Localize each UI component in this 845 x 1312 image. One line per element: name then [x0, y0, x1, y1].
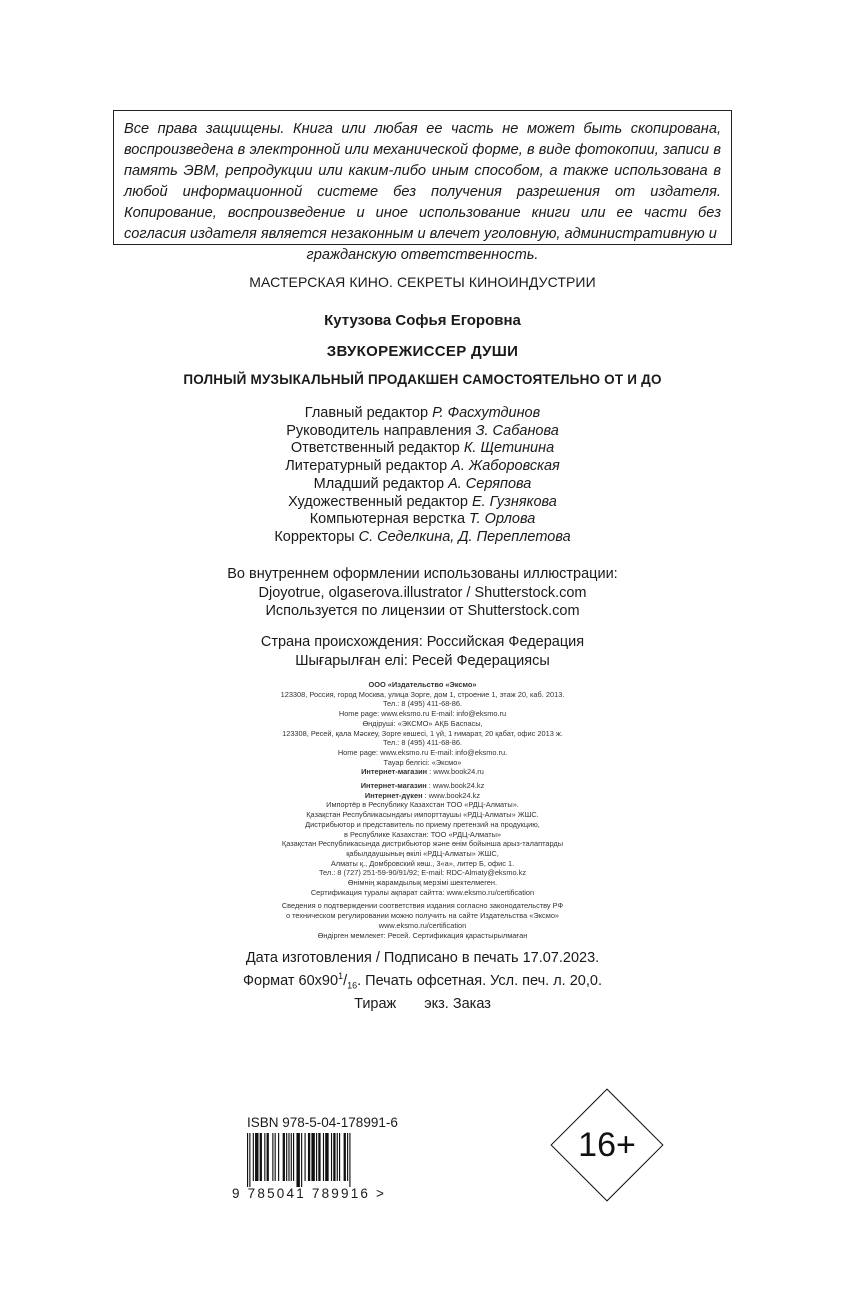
barcode-bar	[255, 1133, 258, 1181]
illustrations-line: Djoyotrue, olgaserova.illustrator / Shutterstock.com	[258, 584, 587, 601]
editor-line	[0, 440, 845, 458]
shelf-life: Өнімнің жарамдылық мерзімі шектелмеген.	[347, 878, 498, 888]
illustrations-line: Используется по лицензии от Shutterstock.com	[265, 603, 580, 619]
barcode-bar	[311, 1133, 314, 1181]
barcode-bar	[296, 1133, 299, 1187]
barcode-bar	[323, 1133, 324, 1181]
publisher-kz-maker: Өндіруші: «ЭКСМО» АҚБ Баспасы,	[362, 718, 483, 728]
illustrations-credits	[0, 565, 845, 621]
almaty-phone: Тел.: 8 (727) 251-59-90/91/92; E-mail: RDC-Almaty@eksmo.kz	[318, 868, 527, 878]
distributor-kz-line: Қазақстан Республикасында дистрибьютор және өнім бойынша арыз-талаптарды	[281, 839, 564, 849]
format-prefix: Формат 60x90	[243, 972, 339, 989]
conformity-line: www.eksmo.ru/certification	[378, 920, 467, 930]
barcode-bar	[331, 1133, 332, 1181]
barcode-bar	[260, 1133, 262, 1181]
editor-role: Литературный редактор	[285, 458, 448, 475]
rights-notice-box	[113, 110, 732, 263]
conformity-line: о техническом регулировании можно получить на сайте Издательства «Эксмо»	[285, 911, 560, 921]
isbn-label: ISBN 978-5-04-178991-6	[247, 1115, 398, 1130]
barcode-bar	[349, 1133, 350, 1187]
distributor-kz-line: қабылдаушының өкілі «РДЦ-Алматы» ЖШС,	[346, 848, 499, 858]
series-title: МАСТЕРСКАЯ КИНО. СЕКРЕТЫ КИНОИНДУСТРИИ	[249, 274, 596, 290]
editor-line	[0, 405, 845, 423]
barcode-bar	[301, 1133, 302, 1187]
origin-line-kz: Шығарылған елі: Ресей Федерациясы	[295, 652, 550, 669]
isbn-barcode	[245, 1133, 395, 1187]
barcode-bar	[288, 1133, 289, 1181]
barcode-bar	[291, 1133, 292, 1181]
copies-order-label: экз. Заказ	[424, 995, 491, 1012]
shop-kz2	[0, 791, 845, 801]
editors-list	[0, 405, 845, 547]
editor-name: К. Щетинина	[463, 440, 555, 457]
editor-line	[0, 476, 845, 494]
editor-line	[0, 423, 845, 441]
editor-role: Художественный редактор	[288, 493, 468, 510]
barcode-bar	[293, 1133, 294, 1181]
editor-role: Корректоры	[274, 528, 355, 545]
book-title: ЗВУКОРЕЖИССЕР ДУШИ	[326, 343, 519, 360]
certification-kz: Сертификация туралы ақпарат сайтта: www.eksmo.ru/certification	[310, 887, 535, 897]
editor-name: А. Жаборовская	[451, 458, 560, 475]
print-date-line: Дата изготовления / Подписано в печать 17.07.2023.	[245, 950, 600, 966]
print-info	[0, 949, 845, 1013]
barcode-bar	[318, 1133, 320, 1181]
barcode-bar	[308, 1133, 310, 1181]
barcode-bar	[278, 1133, 279, 1181]
barcode-bar	[286, 1133, 287, 1181]
publisher-web: Home page: www.eksmo.ru E-mail: info@eksmo.ru	[338, 709, 507, 719]
author-name: Кутузова Софья Егоровна	[324, 312, 521, 329]
barcode-bar	[253, 1133, 254, 1181]
publisher-phone: Тел.: 8 (495) 411-68-86.	[382, 699, 463, 709]
distributor-line: Дистрибьютор и представитель по приему претензий на продукцию,	[305, 819, 540, 829]
print-format-line: Формат $60x90^1/_{16}$. Печать офсетная. Усл. печ. л. 20,0.	[243, 971, 602, 991]
print-tirage-line	[0, 995, 845, 1013]
barcode-bar	[275, 1133, 276, 1181]
editor-role: Компьютерная верстка	[309, 511, 466, 528]
origin-country	[0, 633, 845, 670]
editor-line	[0, 529, 845, 547]
editor-name: С. Седелкина, Д. Переплетова	[358, 528, 571, 545]
tirage-label: Тираж	[354, 995, 397, 1012]
editor-name: Т. Орлова	[469, 511, 536, 528]
shop-label: Интернет-магазин	[361, 767, 428, 777]
rights-notice-last-line: гражданскую ответственность.	[306, 247, 539, 263]
barcode-bar	[283, 1133, 285, 1181]
editor-line	[0, 494, 845, 512]
publisher-info	[0, 680, 845, 940]
editor-line	[0, 511, 845, 529]
importer-kz: Қазақстан Республикасындағы импорттаушы «РДЦ-Алматы» ЖШС.	[306, 810, 539, 820]
barcode-bar	[316, 1133, 317, 1181]
barcode-bar	[339, 1133, 340, 1181]
barcode-bar	[347, 1133, 348, 1181]
barcode-bar	[305, 1133, 306, 1181]
barcode-bar	[344, 1133, 346, 1181]
editor-role: Руководитель направления	[286, 422, 472, 439]
barcode-digits: 9 785041 789916 >	[232, 1186, 387, 1201]
shop-kz	[0, 781, 845, 791]
illustrations-line: Во внутреннем оформлении использованы иллюстрации:	[227, 566, 618, 582]
conformity-line: Сведения о подтверждении соответствия издания согласно законодательству РФ	[281, 901, 564, 911]
editor-role: Главный редактор	[304, 405, 429, 421]
barcode-bar	[272, 1133, 273, 1181]
editor-role: Младший редактор	[313, 475, 445, 492]
publisher-address: 123308, Россия, город Москва, улица Зорге, дом 1, строение 1, этаж 20, каб. 2013.	[280, 689, 565, 699]
age-rating-text: 16+	[578, 1126, 636, 1164]
format-suffix: . Печать офсетная. Усл. печ. л. 20,0.	[357, 972, 602, 989]
shop-kz-url: : www.book24.kz	[426, 781, 485, 791]
almaty-address: Алматы қ., Домбровский көш., 3«а», литер Б, офис 1.	[330, 858, 515, 868]
editor-name: З. Сабанова	[475, 422, 559, 439]
publisher-trademark: Тауар белгісі: «Эксмо»	[383, 757, 462, 767]
barcode-bar	[247, 1133, 248, 1187]
editor-line	[0, 458, 845, 476]
shop-kz2-url: : www.book24.kz	[422, 790, 481, 800]
editor-name: Р. Фасхутдинов	[432, 405, 541, 421]
conformity-kz-line: Өндірген мемлекет: Ресей. Сертификация қарастырылмаған	[317, 930, 528, 940]
barcode-bar	[325, 1133, 328, 1181]
editor-name: Е. Гузнякова	[471, 493, 557, 510]
publisher-kz-phone: Тел.: 8 (495) 411-68-86.	[382, 738, 463, 748]
publisher-kz-web: Home page: www.eksmo.ru E-mail: info@eksmo.ru.	[337, 747, 508, 757]
editor-name: А. Серяпова	[448, 475, 532, 492]
barcode-bar	[337, 1133, 338, 1181]
barcode-bar	[264, 1133, 265, 1181]
editor-role: Ответственный редактор	[290, 440, 460, 457]
format-sup: 1	[338, 971, 344, 981]
publisher-kz-address: 123308, Ресей, қала Мәскеу, Зорге көшесі, 1 үй, 1 ғимарат, 20 қабат, офис 2013 ж.	[282, 728, 563, 738]
publisher-name: ООО «Издательство «Эксмо»	[368, 680, 477, 689]
format-sub: 16	[347, 980, 358, 991]
shop-url: : www.book24.ru	[427, 767, 484, 777]
shop-kz-label: Интернет-магазин	[360, 781, 427, 791]
origin-line-ru: Страна происхождения: Российская Федерация	[260, 634, 585, 650]
rights-notice-text: Все права защищены. Книга или любая ее часть не может быть скопирована, воспроизведена в электронной или механической форме, в виде фотокопии, записи в память ЭВМ, репродукции или каким-либо иным способом, а также использована в любой информационной системе без получения разрешения от издателя. Копирование, воспроизведение и иное использование книги или ее части без согласия издателя является незаконным и влечет уголовную, административную и	[124, 121, 721, 242]
importer-ru: Импортёр в Республику Казахстан ТОО «РДЦ-Алматы».	[326, 800, 519, 810]
shop-kz2-label: Интернет-дүкен	[364, 790, 423, 800]
shop-ru	[0, 767, 845, 777]
barcode-bar	[333, 1133, 335, 1181]
book-subtitle: ПОЛНЫЙ МУЗЫКАЛЬНЫЙ ПРОДАКШЕН САМОСТОЯТЕЛЬНО ОТ И ДО	[183, 372, 662, 387]
barcode-bar	[249, 1133, 250, 1187]
barcode-bar	[267, 1133, 269, 1181]
distributor-line: в Республике Казахстан: ТОО «РДЦ-Алматы»	[343, 829, 502, 839]
